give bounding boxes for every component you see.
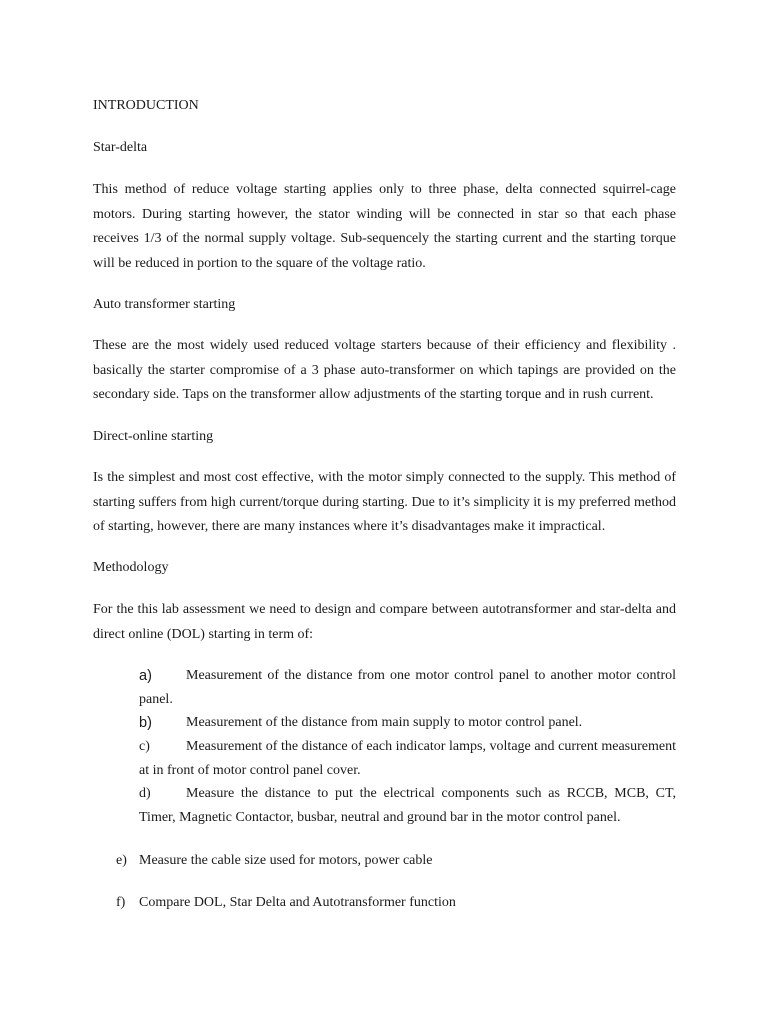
list-item-a [139, 664, 676, 712]
paragraph-auto-transformer: These are the most widely used reduced voltage starters because of their efficiency and flexibility . basically the starter compromise of a 3 phase auto-transformer on which tapings are provided on the secondary side. Taps on the transformer allow adjustments of the starting torque and in rush current. [93, 338, 676, 402]
section-heading-auto-transformer: Auto transformer starting [93, 297, 236, 312]
intro-heading: INTRODUCTION [93, 98, 199, 113]
list-item-text: Measurement of the distance from main supply to motor control panel. [186, 715, 583, 730]
section-heading-methodology: Methodology [93, 560, 169, 575]
paragraph-star-delta: This method of reduce voltage starting applies only to three phase, delta connected squirrel-cage motors. During starting however, the stator winding will be connected in star so that each phase receives 1/3 of the normal supply voltage. Sub-sequencely the starting current and the starting torque will be reduced in portion to the square of the voltage ratio. [93, 182, 676, 271]
section-heading-star-delta: Star-delta [93, 140, 148, 155]
list-marker: b) [139, 715, 152, 731]
list-marker: d) [139, 786, 151, 801]
list-marker: f) [116, 895, 126, 910]
list-item-text: Measure the cable size used for motors, power cable [139, 853, 433, 868]
paragraph-methodology: For the this lab assessment we need to design and compare between autotransformer and star-delta and direct online (DOL) starting in term of: [93, 602, 676, 642]
list-item-e [116, 853, 433, 869]
list-item-text: Compare DOL, Star Delta and Autotransformer function [139, 895, 456, 910]
list-marker: a) [139, 668, 152, 684]
list-item-text: Measurement of the distance of each indicator lamps, voltage and current measurement at in front of motor control panel cover. [139, 739, 676, 778]
list-marker: c) [139, 739, 150, 754]
list-item-d [139, 782, 676, 830]
list-item-c [139, 735, 676, 783]
paragraph-direct-online: Is the simplest and most cost effective, with the motor simply connected to the supply. This method of starting suffers from high current/torque during starting. Due to it’s simplicity it is my preferred method of starting, however, there are many instances where it’s disadvantages make it impractical. [93, 470, 676, 534]
section-heading-direct-online: Direct-online starting [93, 429, 214, 444]
list-item-b [139, 711, 676, 735]
list-item-text: Measure the distance to put the electrical components such as RCCB, MCB, CT, Timer, Magnetic Contactor, busbar, neutral and ground bar in the motor control panel. [139, 786, 676, 825]
list-item-f [116, 895, 456, 911]
list-item-text: Measurement of the distance from one motor control panel to another motor control panel. [139, 668, 676, 707]
list-marker: e) [116, 853, 127, 868]
